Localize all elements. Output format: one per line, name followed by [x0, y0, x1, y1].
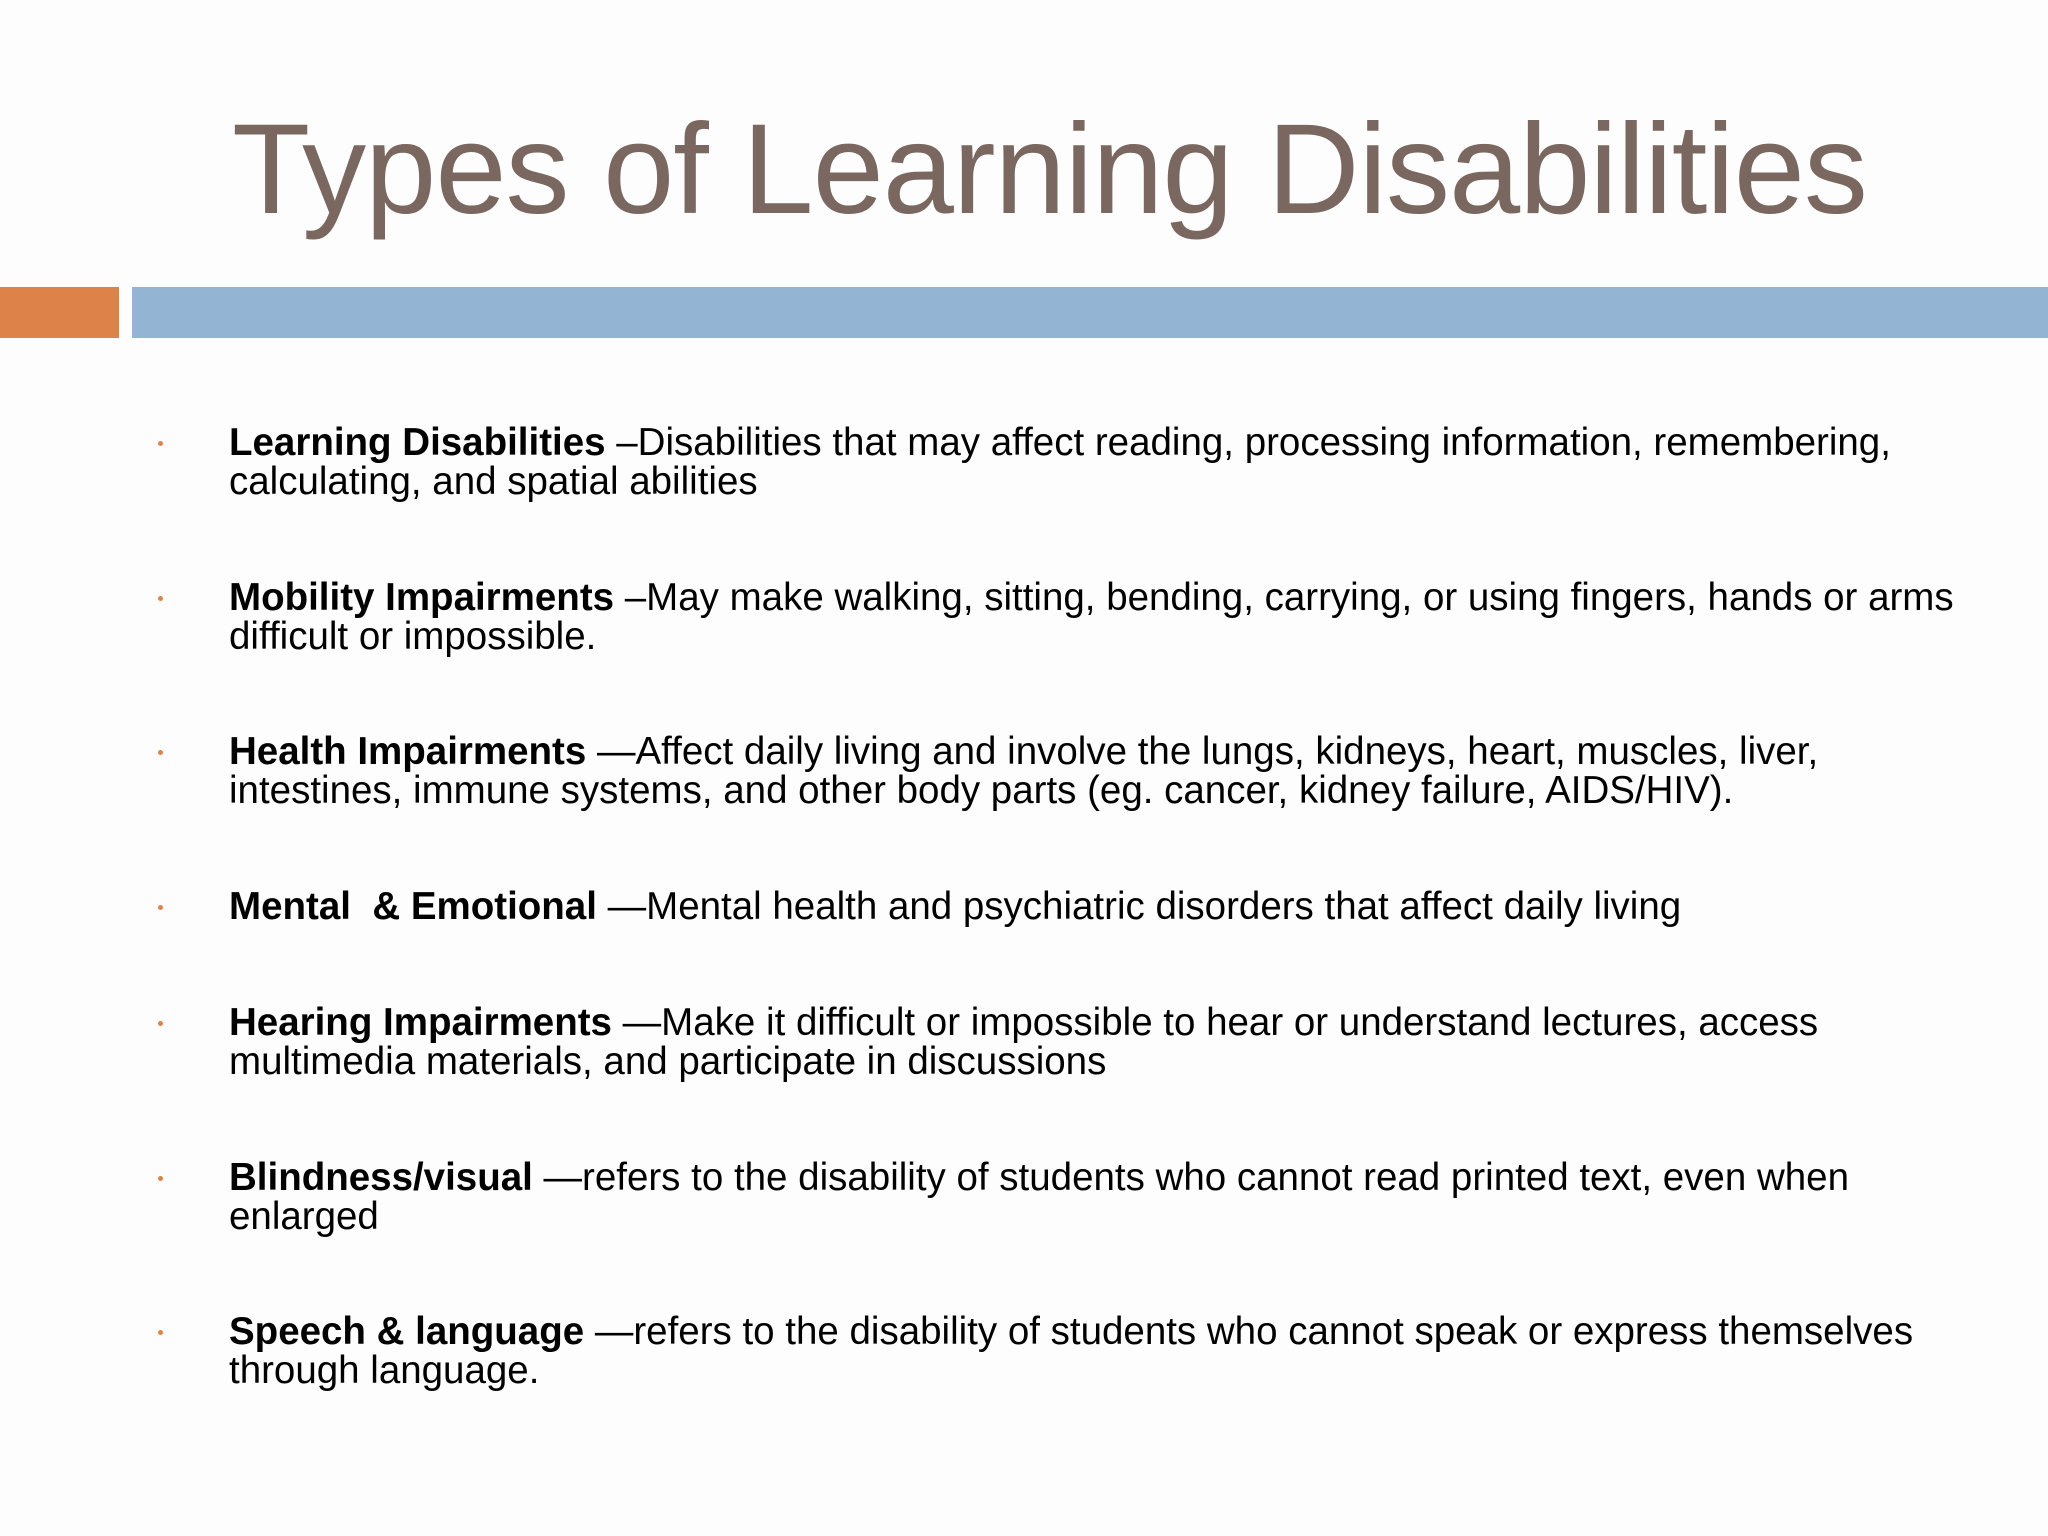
bullet-text [229, 578, 1964, 656]
bullet-text [229, 1158, 1964, 1236]
bullet-description: –May make walking, sitting, bending, carrying, or using fingers, hands or arms difficult or impossible. [229, 576, 1954, 658]
bullet-description: —refers to the disability of students who cannot speak or express themselves through language. [229, 1310, 1914, 1392]
bullet-icon [158, 1330, 163, 1335]
bullet-icon [158, 1176, 163, 1181]
bullet-text [229, 1312, 1964, 1390]
bullet-text [229, 1003, 1964, 1081]
bullet-icon [158, 750, 163, 755]
bullet-text [229, 887, 1964, 926]
bullet-description: —Mental health and psychiatric disorders that affect daily living [596, 885, 1682, 928]
bullet-icon [158, 441, 163, 446]
bullet-term: Speech & language [229, 1310, 585, 1353]
bullet-icon [158, 905, 163, 910]
bullet-description: —Affect daily living and involve the lungs, kidneys, heart, muscles, liver, intestines, immune systems, and other body parts (eg. cancer, kidney failure, AIDS/HIV). [229, 730, 1819, 812]
bullet-description: —Make it difficult or impossible to hear or understand lectures, access multimedia materials, and participate in discussions [229, 1001, 1819, 1083]
bullet-term: Health Impairments [229, 730, 587, 773]
bullet-text [229, 732, 1964, 810]
bullet-description: –Disabilities that may affect reading, processing information, remembering, calculating, and spatial abilities [229, 421, 1891, 503]
bullet-term: Mobility Impairments [229, 576, 615, 619]
slide-title: Types of Learning Disabilities [232, 98, 1867, 241]
bullet-text [229, 423, 1964, 501]
bullet-icon [158, 1021, 163, 1026]
bullet-term: Hearing Impairments [229, 1001, 612, 1044]
bullet-term: Mental & Emotional [229, 885, 597, 928]
bullet-term: Blindness/visual [229, 1156, 533, 1199]
bullet-description: —refers to the disability of students who cannot read printed text, even when enlarged [229, 1156, 1849, 1238]
bullet-icon [158, 596, 163, 601]
bullet-term: Learning Disabilities [229, 421, 606, 464]
